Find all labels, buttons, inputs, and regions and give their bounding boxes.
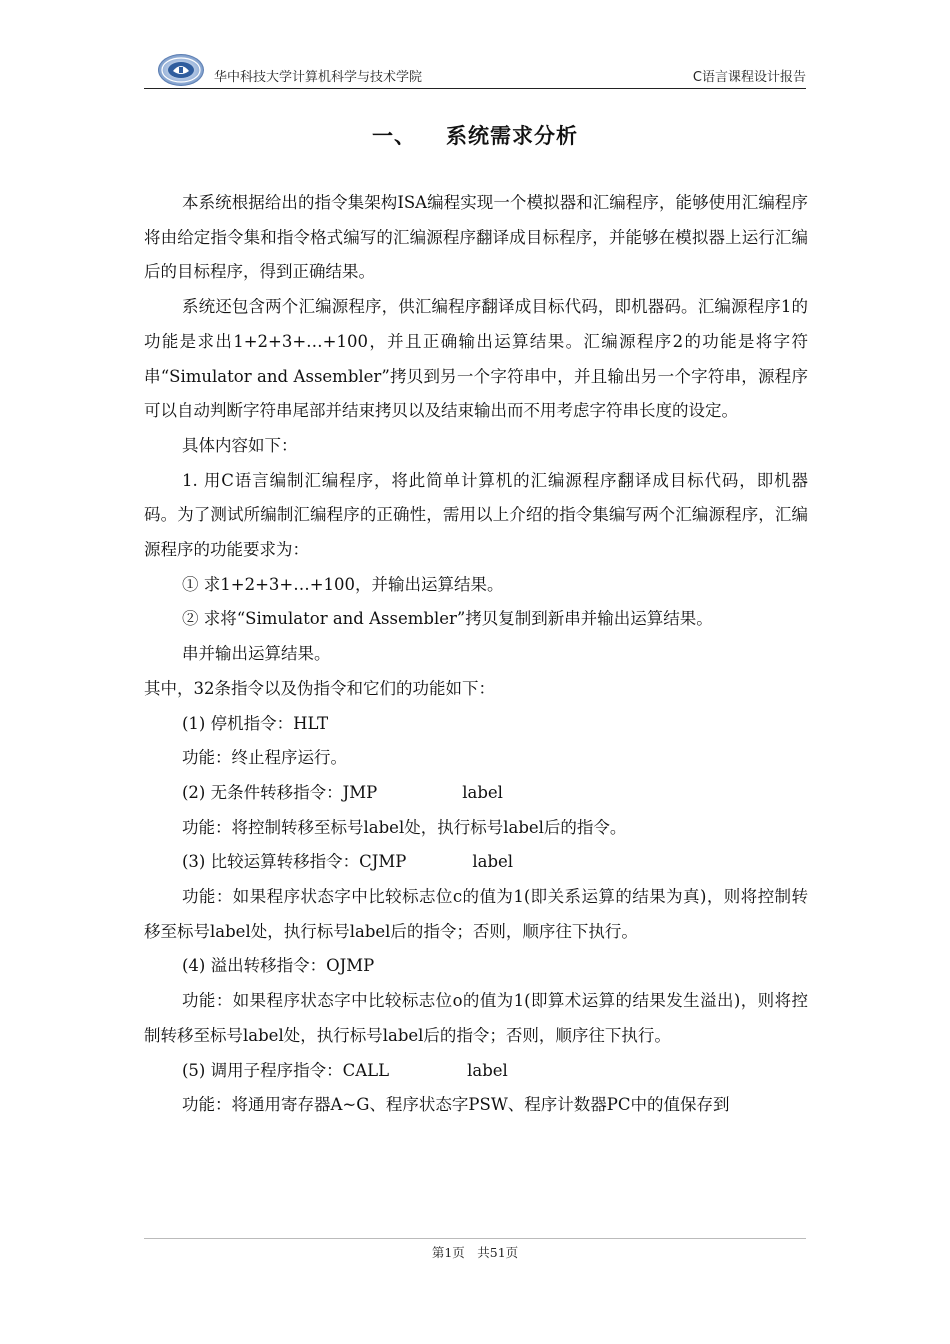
header-report-title: C语言课程设计报告	[692, 70, 806, 85]
paragraph: 串并输出运算结果。	[182, 644, 331, 664]
instruction-heading	[144, 1054, 808, 1089]
instruction-description: 功能：如果程序状态字中比较标志位o的值为1(即算术运算的结果发生溢出)，则将控制转移至标号label处，执行标号label后的指令；否则，顺序往下执行。	[144, 991, 808, 1045]
paragraph: 具体内容如下：	[182, 435, 298, 455]
paragraph: 其中，32条指令以及伪指令和它们的功能如下：	[144, 678, 495, 698]
section-title	[0, 120, 950, 150]
university-logo-icon	[158, 54, 204, 86]
list-item: ① 求1+2+3+…+100，并输出运算结果。	[182, 574, 504, 594]
page-header	[144, 48, 806, 89]
section-title-text: 系统需求分析	[446, 124, 578, 148]
instruction-heading	[144, 776, 808, 811]
paragraph: 系统还包含两个汇编源程序，供汇编程序翻译成目标代码，即机器码。汇编源程序1的功能是求出1+2+3+…+100，并且正确输出运算结果。汇编源程序2的功能是将字符串“Simulator and Assembler”拷贝到另一个字符串中，并且输出另一个字符串，源程序可以自动判断字符串尾部并结束拷贝以及结束输出而不用考虑字符串长度的设定。	[144, 297, 808, 421]
paragraph: 1. 用C语言编制汇编程序，将此简单计算机的汇编源程序翻译成目标代码，即机器码。为了测试所编制汇编程序的正确性，需用以上介绍的指令集编写两个汇编源程序，汇编源程序的功能要求为：	[144, 470, 808, 560]
footer-divider	[144, 1238, 806, 1239]
instruction-name: (2) 无条件转移指令：JMP	[182, 782, 378, 802]
instruction-description: 功能：将控制转移至标号label处，执行标号label后的指令。	[182, 817, 627, 837]
instruction-operand: label	[472, 852, 514, 872]
instruction-name: (3) 比较运算转移指令：CJMP	[182, 852, 407, 872]
instruction-operand: label	[462, 782, 503, 802]
body-content	[144, 186, 808, 1123]
list-item: ② 求将“Simulator and Assembler”拷贝复制到新串并输出运算结果。	[182, 609, 713, 629]
instruction-heading	[144, 845, 808, 880]
instruction-description: 功能：将通用寄存器A~G、程序状态字PSW、程序计数器PC中的值保存到	[182, 1095, 730, 1115]
page-footer: 第1页 共51页	[431, 1245, 519, 1260]
instruction-description: 功能：如果程序状态字中比较标志位c的值为1(即关系运算的结果为真)，则将控制转移至标号label处，执行标号label后的指令；否则，顺序往下执行。	[144, 887, 808, 941]
header-institution: 华中科技大学计算机科学与技术学院	[214, 70, 423, 85]
instruction-heading: (1) 停机指令：HLT	[182, 713, 329, 733]
instruction-description: 功能：终止程序运行。	[182, 748, 347, 768]
section-number: 一、	[372, 124, 416, 148]
paragraph: 本系统根据给出的指令集架构ISA编程实现一个模拟器和汇编程序，能够使用汇编程序将由给定指令集和指令格式编写的汇编源程序翻译成目标程序，并能够在模拟器上运行汇编后的目标程序，得到正确结果。	[144, 193, 808, 282]
instruction-heading: (4) 溢出转移指令：OJMP	[182, 956, 375, 976]
instruction-operand: label	[467, 1060, 508, 1080]
instruction-name: (5) 调用子程序指令：CALL	[182, 1060, 390, 1080]
